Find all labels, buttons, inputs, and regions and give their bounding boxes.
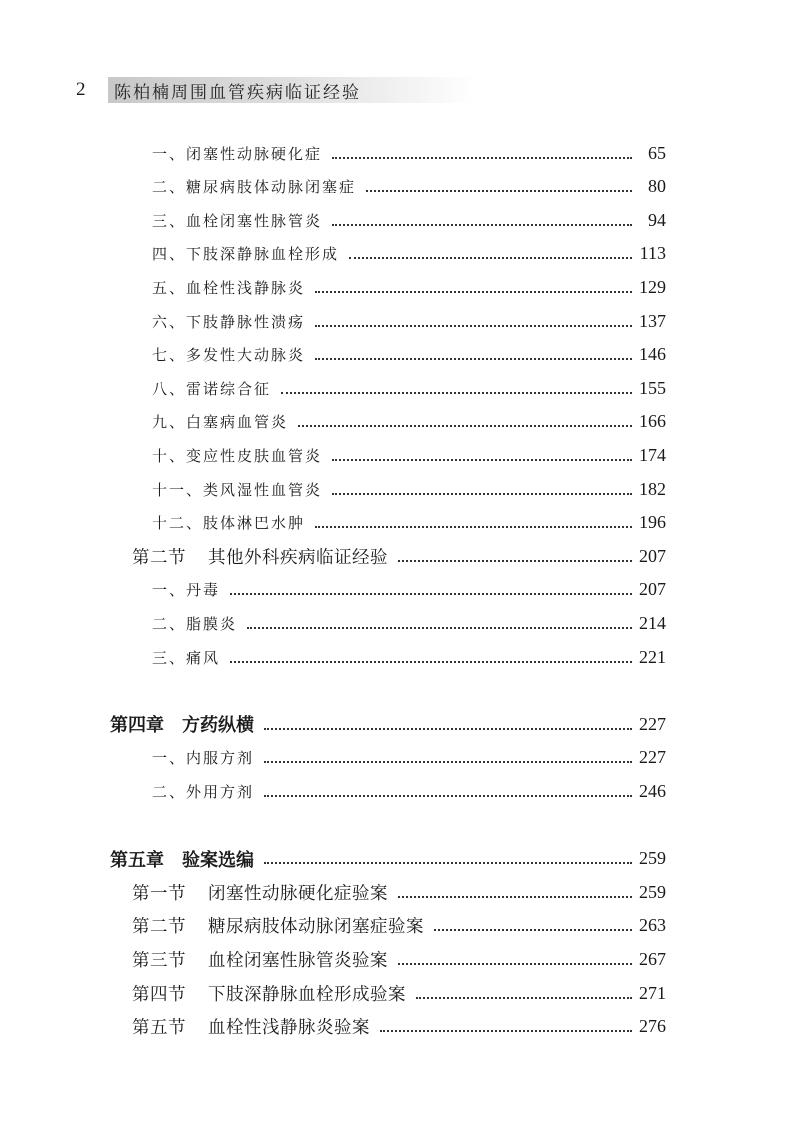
toc-entry-label bbox=[152, 647, 224, 668]
toc-page-number: 227 bbox=[639, 713, 666, 734]
toc-page-number: 246 bbox=[639, 780, 666, 801]
toc-page-number: 166 bbox=[639, 411, 666, 432]
toc-page-number: 174 bbox=[639, 444, 666, 465]
toc-page-number: 271 bbox=[639, 982, 666, 1003]
toc-entry-label bbox=[152, 613, 241, 634]
toc-entry-label bbox=[152, 479, 326, 500]
dot-leader bbox=[366, 189, 632, 192]
toc-entry-label bbox=[132, 544, 392, 569]
dot-leader bbox=[264, 760, 632, 763]
toc-section-row bbox=[132, 909, 666, 943]
toc-entry-title: 糖尿病肢体动脉闭塞症验案 bbox=[208, 917, 424, 938]
toc-page-number: 182 bbox=[639, 478, 666, 499]
running-head bbox=[76, 76, 476, 104]
toc-section-row bbox=[132, 539, 666, 573]
toc-entry-label bbox=[132, 913, 428, 938]
toc-page-number: 214 bbox=[639, 612, 666, 633]
toc-entry-label bbox=[152, 176, 360, 197]
toc-entry-title: 五、血栓性浅静脉炎 bbox=[152, 278, 306, 297]
toc-entry-title: 六、下肢静脉性溃疡 bbox=[152, 312, 306, 331]
toc-item-row bbox=[152, 237, 666, 271]
toc-entry-title: 九、白塞病血管炎 bbox=[152, 413, 289, 432]
toc-page-number: 259 bbox=[639, 848, 666, 869]
toc-item-row bbox=[152, 438, 666, 472]
dot-leader bbox=[315, 525, 632, 528]
toc-entry-title: 十、变应性皮肤血管炎 bbox=[152, 446, 323, 465]
dot-leader bbox=[264, 727, 632, 730]
toc-entry-label bbox=[132, 880, 392, 905]
toc-item-row bbox=[152, 506, 666, 540]
dot-leader bbox=[332, 492, 632, 495]
toc-entry-label bbox=[152, 747, 258, 768]
dot-leader bbox=[247, 626, 632, 629]
dot-leader bbox=[416, 996, 632, 999]
toc-page-number: 276 bbox=[639, 1016, 666, 1037]
toc-entry-label bbox=[152, 781, 258, 802]
toc-entry-title: 三、血栓闭塞性脉管炎 bbox=[152, 211, 323, 230]
section-number: 第二节 bbox=[132, 547, 186, 568]
toc-page-number: 221 bbox=[639, 646, 666, 667]
dot-leader bbox=[315, 324, 632, 327]
toc-page-number: 113 bbox=[639, 243, 666, 264]
toc-chapter-row bbox=[110, 842, 666, 876]
toc-entry-title: 八、雷诺综合征 bbox=[152, 379, 272, 398]
toc-entry-label bbox=[152, 579, 224, 600]
toc-entry-label bbox=[132, 981, 410, 1006]
toc-entry-label bbox=[152, 243, 343, 264]
toc-entry-title: 闭塞性动脉硬化症验案 bbox=[208, 883, 388, 904]
toc-section-row bbox=[132, 942, 666, 976]
dot-leader bbox=[398, 559, 632, 562]
toc-entry-title: 验案选编 bbox=[182, 849, 254, 871]
toc-item-row bbox=[152, 405, 666, 439]
toc-entry-label bbox=[110, 711, 258, 737]
chapter-number: 第五章 bbox=[110, 849, 164, 871]
page-number: 2 bbox=[76, 79, 86, 100]
dot-leader bbox=[281, 391, 632, 394]
toc-item-row bbox=[152, 136, 666, 170]
dot-leader bbox=[315, 357, 632, 360]
toc-item-row bbox=[152, 741, 666, 775]
toc-entry-title: 方药纵横 bbox=[182, 715, 254, 737]
toc-item-row bbox=[152, 203, 666, 237]
dot-leader bbox=[398, 962, 632, 965]
toc-entry-title: 下肢深静脉血栓形成验案 bbox=[208, 984, 406, 1005]
toc-section-row bbox=[132, 1010, 666, 1044]
chapter-number: 第四章 bbox=[110, 715, 164, 737]
toc-page-number: 129 bbox=[639, 276, 666, 297]
section-number: 第一节 bbox=[132, 883, 186, 904]
toc-entry-title: 二、外用方剂 bbox=[152, 782, 255, 801]
toc-entry-title: 一、内服方剂 bbox=[152, 749, 255, 768]
toc-entry-label bbox=[110, 846, 258, 872]
section-number: 第五节 bbox=[132, 1018, 186, 1039]
toc-entry-title: 一、闭塞性动脉硬化症 bbox=[152, 144, 323, 163]
toc-item-row bbox=[152, 338, 666, 372]
toc-entry-label bbox=[152, 445, 326, 466]
toc-entry-label bbox=[152, 143, 326, 164]
dot-leader bbox=[332, 223, 632, 226]
dot-leader bbox=[230, 592, 632, 595]
toc-item-row bbox=[152, 270, 666, 304]
toc-entry-label bbox=[152, 512, 309, 533]
toc-page-number: 263 bbox=[639, 915, 666, 936]
section-number: 第三节 bbox=[132, 950, 186, 971]
toc-entry-label bbox=[152, 344, 309, 365]
section-number: 第四节 bbox=[132, 984, 186, 1005]
toc-entry-title: 七、多发性大动脉炎 bbox=[152, 346, 306, 365]
dot-leader bbox=[332, 156, 632, 159]
toc-page-number: 196 bbox=[639, 512, 666, 533]
toc-item-row bbox=[152, 304, 666, 338]
toc-page-number: 207 bbox=[639, 579, 666, 600]
toc-item-row bbox=[152, 606, 666, 640]
toc-entry-title: 十一、类风湿性血管炎 bbox=[152, 480, 323, 499]
toc-page-number: 259 bbox=[639, 881, 666, 902]
toc-entry-label bbox=[152, 210, 326, 231]
toc-entry-title: 二、脂膜炎 bbox=[152, 614, 238, 633]
dot-leader bbox=[230, 660, 632, 663]
dot-leader bbox=[264, 794, 632, 797]
toc-page-number: 137 bbox=[639, 310, 666, 331]
toc-page-number: 155 bbox=[639, 377, 666, 398]
dot-leader bbox=[298, 424, 632, 427]
toc-page-number: 94 bbox=[648, 209, 666, 230]
toc-page-number: 227 bbox=[639, 747, 666, 768]
toc-page-number: 65 bbox=[648, 142, 666, 163]
toc-item-row bbox=[152, 640, 666, 674]
toc-entry-label bbox=[152, 311, 309, 332]
toc-section-row bbox=[132, 875, 666, 909]
toc-entry-title: 二、糖尿病肢体动脉闭塞症 bbox=[152, 178, 357, 197]
book-title: 陈柏楠周围血管疾病临证经验 bbox=[108, 77, 476, 103]
dot-leader bbox=[315, 290, 632, 293]
dot-leader bbox=[332, 458, 632, 461]
toc-item-row bbox=[152, 472, 666, 506]
toc-entry-label bbox=[152, 378, 275, 399]
toc-entry-title: 四、下肢深静脉血栓形成 bbox=[152, 245, 340, 264]
toc-entry-title: 其他外科疾病临证经验 bbox=[208, 547, 388, 568]
toc-page-number: 267 bbox=[639, 948, 666, 969]
toc-entry-title: 一、丹毒 bbox=[152, 581, 221, 600]
toc-item-row bbox=[152, 774, 666, 808]
dot-leader bbox=[264, 861, 632, 864]
toc-entry-title: 血栓性浅静脉炎验案 bbox=[208, 1018, 370, 1039]
toc-page-number: 146 bbox=[639, 344, 666, 365]
toc-entry-label bbox=[152, 277, 309, 298]
toc-item-row bbox=[152, 371, 666, 405]
toc-entry-label bbox=[132, 947, 392, 972]
toc-entry-title: 十二、肢体淋巴水肿 bbox=[152, 514, 306, 533]
toc-entry-label bbox=[132, 1014, 374, 1039]
section-number: 第二节 bbox=[132, 917, 186, 938]
toc-entry-title: 三、痛风 bbox=[152, 648, 221, 667]
toc-page-number: 80 bbox=[648, 176, 666, 197]
toc-chapter-row bbox=[110, 707, 666, 741]
toc-entry-label bbox=[152, 411, 292, 432]
dot-leader bbox=[434, 928, 632, 931]
toc-entry-title: 血栓闭塞性脉管炎验案 bbox=[208, 950, 388, 971]
toc-page-number: 207 bbox=[639, 545, 666, 566]
dot-leader bbox=[349, 256, 632, 259]
toc-item-row bbox=[152, 573, 666, 607]
toc-item-row bbox=[152, 170, 666, 204]
toc-section-row bbox=[132, 976, 666, 1010]
dot-leader bbox=[398, 895, 632, 898]
dot-leader bbox=[380, 1029, 632, 1032]
